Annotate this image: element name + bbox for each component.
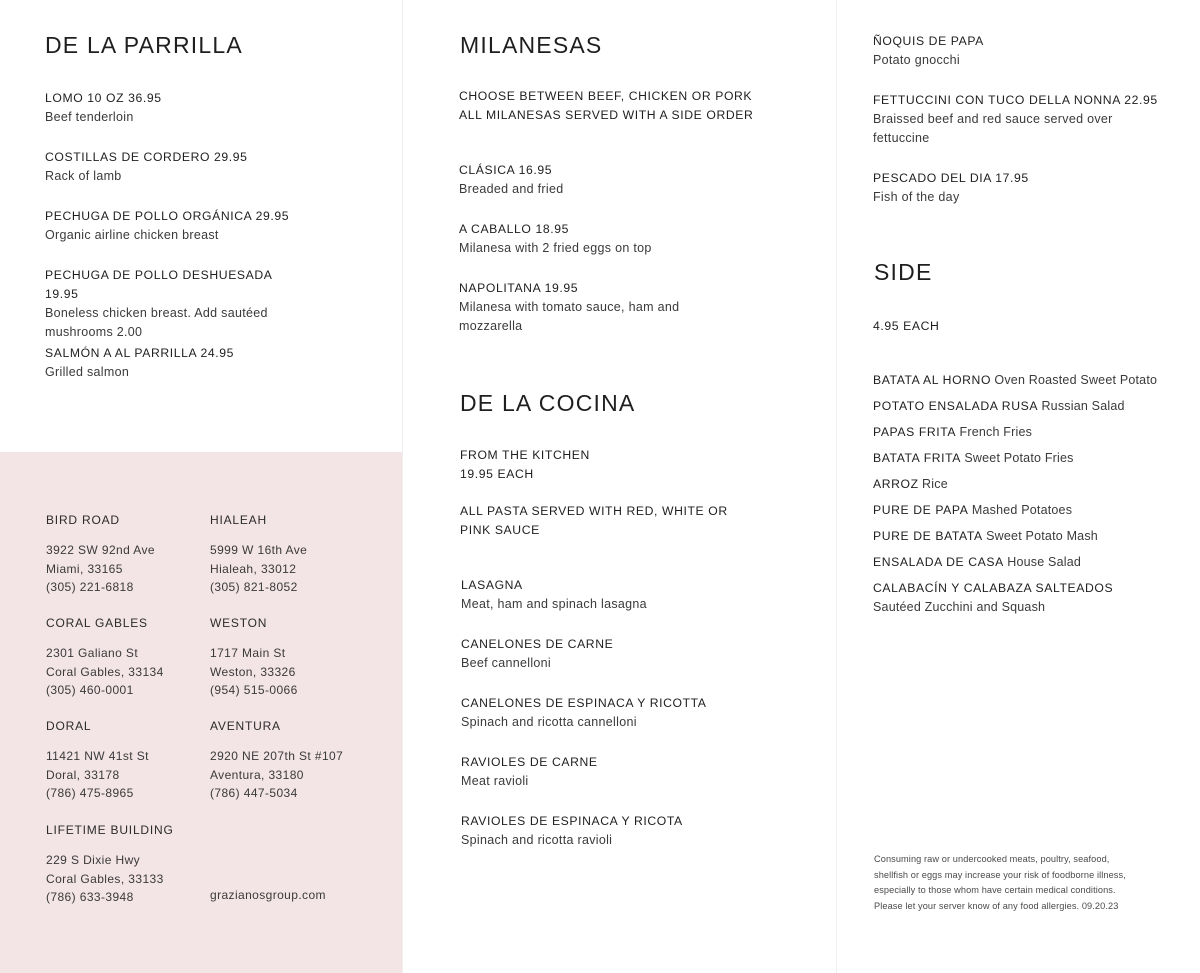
side-item-name: BATATA FRITA bbox=[873, 451, 961, 465]
location-phone[interactable]: (786) 475-8965 bbox=[46, 786, 134, 800]
location-phone[interactable]: (786) 633-3948 bbox=[46, 890, 134, 904]
item-name: SALMÓN A AL PARRILLA 24.95 bbox=[45, 346, 235, 360]
location-name: CORAL GABLES bbox=[46, 616, 148, 630]
side-item-description: French Fries bbox=[959, 425, 1033, 439]
location-phone[interactable]: (954) 515-0066 bbox=[210, 683, 298, 697]
side-item-name: PURE DE BATATA bbox=[873, 529, 983, 543]
parrilla-title: DE LA PARRILLA bbox=[45, 32, 243, 58]
item-description: Beef tenderloin bbox=[45, 110, 134, 124]
disclaimer-line: especially to those whom have certain medical conditions. bbox=[874, 885, 1116, 895]
item-description: Meat, ham and spinach lasagna bbox=[461, 597, 647, 611]
location-address: 3922 SW 92nd Ave bbox=[46, 543, 155, 557]
location-city: Aventura, 33180 bbox=[210, 767, 304, 782]
menu-item bbox=[459, 279, 709, 336]
item-description: Potato gnocchi bbox=[873, 53, 960, 67]
milanesas-notes bbox=[459, 87, 753, 125]
item-description: Meat ravioli bbox=[461, 774, 529, 788]
item-name: PECHUGA DE POLLO ORGÁNICA 29.95 bbox=[45, 209, 290, 223]
side-item-description: Mashed Potatoes bbox=[971, 503, 1073, 517]
side-item bbox=[873, 497, 1193, 523]
location-city: Weston, 33326 bbox=[210, 664, 296, 679]
section-note: CHOOSE BETWEEN BEEF, CHICKEN OR PORK bbox=[459, 89, 753, 103]
menu-item bbox=[873, 32, 984, 70]
menu-item bbox=[45, 207, 289, 245]
item-name: CANELONES DE CARNE bbox=[461, 637, 614, 651]
side-item bbox=[873, 549, 1193, 575]
location-name: AVENTURA bbox=[210, 719, 281, 733]
location-name: DORAL bbox=[46, 719, 92, 733]
location-block bbox=[46, 614, 164, 700]
location-phone[interactable]: (305) 460-0001 bbox=[46, 683, 134, 697]
location-address: 229 S Dixie Hwy bbox=[46, 853, 141, 867]
menu-item bbox=[461, 812, 683, 850]
item-name: CANELONES DE ESPINACA Y RICOTTA bbox=[461, 696, 707, 710]
item-name: NAPOLITANA 19.95 bbox=[459, 281, 579, 295]
section-note: ALL PASTA SERVED WITH RED, WHITE OR PINK SAUCE bbox=[460, 504, 728, 537]
item-description: Milanesa with 2 fried eggs on top bbox=[459, 241, 652, 255]
cocina-pasta-note bbox=[460, 502, 740, 540]
disclaimer-line: shellfish or eggs may increase your risk of foodborne illness, bbox=[874, 869, 1126, 880]
side-item-name: ENSALADA DE CASA bbox=[873, 555, 1004, 569]
cocina-title: DE LA COCINA bbox=[460, 390, 636, 416]
disclaimer-line: Please let your server know of any food allergies. 09.20.23 bbox=[874, 900, 1119, 911]
item-description: Spinach and ricotta cannelloni bbox=[461, 715, 637, 729]
location-name: WESTON bbox=[210, 616, 268, 630]
side-item-description: House Salad bbox=[1007, 555, 1082, 569]
item-description: Breaded and fried bbox=[459, 182, 564, 196]
side-item bbox=[873, 575, 1193, 617]
item-name: PESCADO DEL DIA 17.95 bbox=[873, 171, 1029, 185]
location-block bbox=[210, 511, 307, 597]
location-block bbox=[210, 717, 343, 803]
item-description: Spinach and ricotta ravioli bbox=[461, 833, 613, 847]
item-name: LASAGNA bbox=[461, 578, 523, 592]
side-item-description: Russian Salad bbox=[1041, 399, 1125, 413]
menu-item bbox=[45, 148, 248, 186]
side-item-name: PURE DE PAPA bbox=[873, 503, 969, 517]
side-item bbox=[873, 471, 1193, 497]
item-name: RAVIOLES DE CARNE bbox=[461, 755, 598, 769]
fold-divider bbox=[836, 0, 837, 973]
location-address: 2920 NE 207th St #107 bbox=[210, 749, 344, 763]
item-name: PECHUGA DE POLLO DESHUESADA 19.95 bbox=[45, 268, 272, 301]
side-item bbox=[873, 419, 1193, 445]
menu-item bbox=[459, 220, 652, 258]
side-item-description: Rice bbox=[922, 477, 948, 491]
item-description: Milanesa with tomato sauce, ham and mozzarella bbox=[459, 300, 680, 333]
menu-item bbox=[45, 266, 305, 342]
location-city: Hialeah, 33012 bbox=[210, 561, 297, 576]
location-address: 5999 W 16th Ave bbox=[210, 543, 308, 557]
side-item-name: ARROZ bbox=[873, 477, 919, 491]
menu-item bbox=[45, 344, 234, 382]
side-item bbox=[873, 445, 1193, 471]
menu-item bbox=[461, 753, 598, 791]
location-block bbox=[46, 511, 155, 597]
menu-item bbox=[461, 694, 706, 732]
side-item bbox=[873, 393, 1193, 419]
menu-item bbox=[461, 635, 613, 673]
item-description: Grilled salmon bbox=[45, 365, 130, 379]
location-block bbox=[46, 821, 174, 907]
side-title: SIDE bbox=[874, 259, 933, 285]
location-phone[interactable]: (305) 221-6818 bbox=[46, 580, 134, 594]
side-price: 4.95 EACH bbox=[873, 319, 940, 333]
item-name: CLÁSICA 16.95 bbox=[459, 163, 553, 177]
location-address: 2301 Galiano St bbox=[46, 646, 139, 660]
item-name: COSTILLAS DE CORDERO 29.95 bbox=[45, 150, 248, 164]
item-description: Braissed beef and red sauce served over fettuccine bbox=[873, 112, 1113, 145]
item-description: Organic airline chicken breast bbox=[45, 228, 219, 242]
section-note: ALL MILANESAS SERVED WITH A SIDE ORDER bbox=[459, 108, 754, 122]
item-description: Beef cannelloni bbox=[461, 656, 551, 670]
location-address: 11421 NW 41st St bbox=[46, 749, 149, 763]
disclaimer-line: Consuming raw or undercooked meats, poultry, seafood, bbox=[874, 854, 1110, 864]
item-name: LOMO 10 OZ 36.95 bbox=[45, 91, 162, 105]
location-city: Coral Gables, 33134 bbox=[46, 664, 164, 679]
side-item-name: BATATA AL HORNO bbox=[873, 373, 992, 387]
location-phone[interactable]: (305) 821-8052 bbox=[210, 580, 298, 594]
cocina-notes bbox=[460, 446, 590, 484]
location-name: LIFETIME BUILDING bbox=[46, 823, 174, 837]
side-item-description: Sweet Potato Fries bbox=[964, 451, 1074, 465]
item-name: FETTUCCINI CON TUCO DELLA NONNA 22.95 bbox=[873, 93, 1158, 107]
allergy-disclaimer bbox=[874, 852, 1174, 914]
section-note: 19.95 EACH bbox=[460, 467, 534, 481]
location-block bbox=[210, 614, 298, 700]
location-city: Coral Gables, 33133 bbox=[46, 871, 164, 886]
location-address: 1717 Main St bbox=[210, 646, 286, 660]
item-name: A CABALLO 18.95 bbox=[459, 222, 569, 236]
section-note: FROM THE KITCHEN bbox=[460, 448, 590, 462]
item-description: Boneless chicken breast. Add sautéed mushrooms 2.00 bbox=[45, 306, 268, 339]
item-description: Rack of lamb bbox=[45, 169, 122, 183]
location-name: BIRD ROAD bbox=[46, 513, 120, 527]
location-phone[interactable]: (786) 447-5034 bbox=[210, 786, 298, 800]
side-item bbox=[873, 367, 1193, 393]
website-link[interactable]: grazianosgroup.com bbox=[210, 888, 326, 902]
menu-item bbox=[873, 169, 1029, 207]
location-city: Doral, 33178 bbox=[46, 767, 120, 782]
milanesas-title: MILANESAS bbox=[460, 32, 603, 58]
menu-item bbox=[45, 89, 162, 127]
side-item-name: CALABACÍN Y CALABAZA SALTEADOS bbox=[873, 581, 1114, 595]
menu-item bbox=[873, 91, 1163, 148]
item-description: Fish of the day bbox=[873, 190, 960, 204]
location-city: Miami, 33165 bbox=[46, 561, 123, 576]
location-name: HIALEAH bbox=[210, 513, 267, 527]
side-item-name: PAPAS FRITA bbox=[873, 425, 957, 439]
fold-divider bbox=[402, 0, 403, 973]
side-item-name: POTATO ENSALADA RUSA bbox=[873, 399, 1039, 413]
menu-item bbox=[459, 161, 563, 199]
item-name: ÑOQUIS DE PAPA bbox=[873, 34, 984, 48]
menu-item bbox=[461, 576, 647, 614]
side-item-description: Sweet Potato Mash bbox=[986, 529, 1098, 543]
location-block bbox=[46, 717, 149, 803]
side-item bbox=[873, 523, 1193, 549]
side-item-description: Sautéed Zucchini and Squash bbox=[873, 600, 1046, 614]
side-item-description: Oven Roasted Sweet Potato bbox=[994, 373, 1158, 387]
side-list bbox=[873, 367, 1193, 617]
item-name: RAVIOLES DE ESPINACA Y RICOTA bbox=[461, 814, 683, 828]
